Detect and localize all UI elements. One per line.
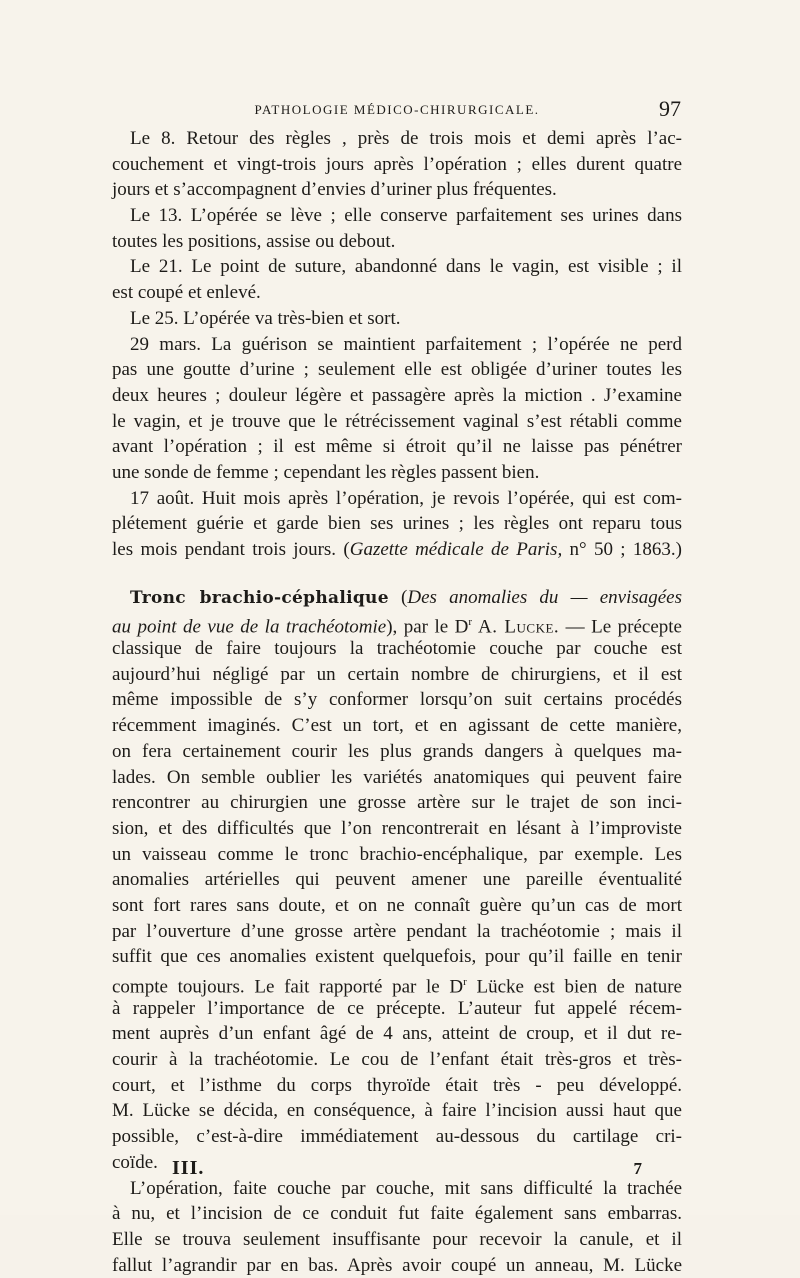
section-heading-line	[112, 585, 682, 611]
page-footer	[172, 1157, 642, 1183]
text-line: Elle se trouva seulement insuffisante pour recevoir la canule, et il	[112, 1228, 682, 1250]
text-line: ment auprès d’un enfant âgé de 4 ans, atteint de croup, et il dut re-	[112, 1023, 682, 1045]
text-line: un vaisseau comme le tronc brachio-encéphalique, par exemple. Les	[112, 843, 682, 865]
page-body	[112, 126, 682, 1278]
citation-ref: n° 50 ; 1863.)	[562, 539, 682, 560]
line-part: compte toujours. Le fait rapporté par le D	[112, 976, 464, 998]
subtitle-open: (	[388, 586, 408, 608]
text-line: une sonde de femme ; cependant les règles passent bien.	[112, 461, 540, 483]
running-header	[113, 98, 681, 122]
line-rest: — Le précepte	[559, 616, 682, 638]
author-name: A. Lucke.	[472, 616, 560, 638]
text-line: Le 13. L’opérée se lève ; elle conserve parfaitement ses urines dans	[130, 205, 682, 227]
text-line: courir à la trachéotomie. Le cou de l’enfant était très-gros et très-	[112, 1049, 682, 1071]
text-line: on fera certainement courir les plus grands dangers à quelques ma-	[112, 740, 682, 762]
text-line: fallut l’agrandir par en bas. Après avoir coupé un anneau, M. Lücke	[112, 1254, 682, 1276]
dr-superscript: r	[463, 976, 467, 988]
text-line: 29 mars. La guérison se maintient parfaitement ; l’opérée ne perd	[130, 333, 682, 355]
citation-journal: Gazette médicale de Paris,	[349, 539, 563, 560]
text-line: Le 21. Le point de suture, abandonné dans le vagin, est visible ; il	[130, 256, 682, 278]
text-line: possible, c’est-à-dire immédiatement au-dessous du cartilage cri-	[112, 1126, 682, 1148]
text-line: à nu, et l’incision de ce conduit fut faite également sans embarras.	[112, 1203, 682, 1225]
text-line: toutes les positions, assise ou debout.	[112, 230, 396, 252]
section-heading: Tronc brachio-céphalique	[130, 587, 389, 608]
text-line: coïde.	[112, 1151, 158, 1173]
text-line: même impossible de s’y conformer lorsqu’on suit certains procédés	[112, 689, 682, 711]
text-line: 17 août. Huit mois après l’opération, je revois l’opérée, qui est com-	[130, 487, 682, 509]
subtitle-close: ), par le D	[386, 616, 469, 638]
text-line: jours et s’accompagnent d’envies d’uriner plus fréquentes.	[112, 179, 557, 201]
text-line: suffit que ces anomalies existent quelquefois, pour qu’il faille en tenir	[112, 946, 682, 968]
section-spacer	[112, 563, 682, 585]
text-line: est coupé et enlevé.	[112, 282, 261, 304]
text-line: plétement guérie et garde bien ses urines ; les règles ont reparu tous	[112, 513, 682, 535]
text-line: sont fort rares sans doute, et on ne connaît guère qu’un cas de mort	[112, 894, 682, 916]
citation-lead: les mois pendant trois jours. (	[112, 539, 350, 560]
subtitle-italic-cont: au point de vue de la trachéotomie	[112, 616, 387, 638]
text-line: M. Lücke se décida, en conséquence, à faire l’incision aussi haut que	[112, 1100, 682, 1122]
page-number: 97	[659, 96, 681, 121]
subtitle-italic: Des anomalies du — envisagées	[407, 586, 682, 608]
text-line: court, et l’isthme du corps thyroïde était très - peu développé.	[112, 1074, 682, 1096]
signature-mark: 7	[633, 1159, 642, 1178]
text-line: rencontrer au chirurgien une grosse artère sur le trajet de son inci-	[112, 792, 682, 814]
text-line: avant l’opération ; il est même si étroit qu’il ne laisse pas pénétrer	[112, 436, 682, 458]
text-line: Le 25. L’opérée va très-bien et sort.	[130, 307, 401, 329]
text-line: à rappeler l’importance de ce précepte. L’auteur fut appelé récem-	[112, 997, 682, 1019]
text-line: aujourd’hui négligé par un certain nombre de chirurgiens, et il est	[112, 663, 682, 685]
text-line: sion, et des difficultés que l’on rencontrerait en lésant à l’improviste	[112, 817, 682, 839]
line-part: Lücke est bien de nature	[466, 976, 682, 998]
dr-superscript: r	[468, 616, 473, 629]
author-line	[112, 610, 682, 636]
text-line: anomalies artérielles qui peuvent amener une pareille éventualité	[112, 869, 682, 891]
text-line: L’opération, faite couche par couche, mit sans difficulté la trachée	[130, 1177, 682, 1199]
text-line: récemment imaginés. C’est un tort, et en agissant de cette manière,	[112, 715, 682, 737]
text-line: lades. On semble oublier les variétés anatomiques qui peuvent faire	[112, 766, 682, 788]
text-line	[112, 970, 682, 996]
volume-number: III.	[172, 1157, 205, 1179]
text-line: classique de faire toujours la trachéotomie couche par couche est	[112, 638, 682, 660]
running-title: PATHOLOGIE MÉDICO-CHIRURGICALE.	[254, 102, 540, 117]
text-line: par l’ouverture d’une grosse artère pendant la trachéotomie ; mais il	[112, 920, 682, 942]
text-line: le vagin, et je trouve que le rétrécissement vaginal s’est rétabli comme	[112, 410, 682, 432]
text-line: couchement et vingt-trois jours après l’opération ; elles durent quatre	[112, 153, 682, 175]
text-line: pas une goutte d’urine ; seulement elle est obligée d’uriner toutes les	[112, 359, 682, 381]
citation-line	[112, 537, 682, 563]
text-line: Le 8. Retour des règles , près de trois mois et demi après l’ac-	[130, 128, 682, 149]
text-line: deux heures ; douleur légère et passagère après la miction . J’examine	[112, 384, 682, 406]
